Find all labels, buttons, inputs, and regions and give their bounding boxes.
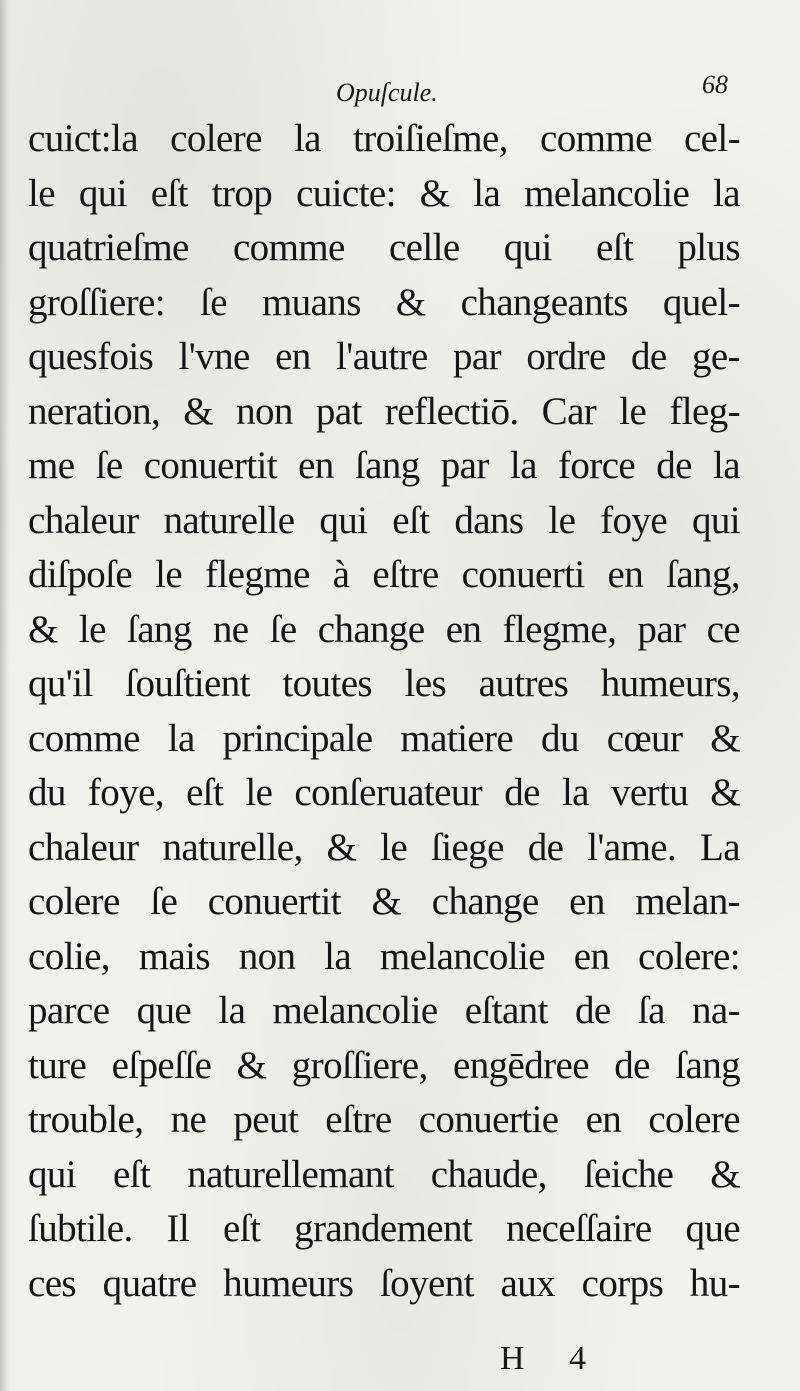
text-line: ſubtile. Il eſt grandement neceſſaire que (28, 1207, 740, 1250)
running-head: Opuſcule. (336, 78, 438, 107)
text-line: ces quatre humeurs ſoyent aux corps hu- (28, 1261, 740, 1305)
page-header (0, 64, 800, 108)
body-text (28, 112, 740, 1311)
page-gutter-shadow (0, 0, 10, 1391)
text-line: ture eſpeſſe & groſſiere, engēdree de ſang (28, 1043, 740, 1087)
signature-mark: H 4 (500, 1340, 605, 1377)
text-line: chaleur naturelle qui eſt dans le foye qui (28, 498, 740, 542)
page-footer (0, 1340, 800, 1384)
text-line: trouble, ne peut eſtre conuertie en colere (28, 1098, 740, 1141)
text-line: quesfois l'vne en l'autre par ordre de ge- (28, 335, 740, 378)
text-line: me ſe conuertit en ſang par la force de la (28, 444, 740, 487)
text-line: neration, & non pat reflectiō. Car le fleg- (28, 389, 740, 433)
text-line: comme la principale matiere du cœur & (28, 716, 740, 760)
text-line: diſpoſe le flegme à eſtre conuerti en ſang, (28, 553, 740, 596)
text-line: qu'il ſouſtient toutes les autres humeurs, (28, 662, 740, 705)
text-line: & le ſang ne ſe change en flegme, par ce (28, 607, 740, 651)
text-line: parce que la melancolie eſtant de ſa na- (28, 989, 740, 1032)
text-line: colere ſe conuertit & change en melan- (28, 880, 740, 923)
text-line: quatrieſme comme celle qui eſt plus (28, 226, 740, 269)
text-line: colie, mais non la melancolie en colere: (28, 934, 740, 978)
page-number: 68 (702, 70, 728, 99)
text-line: chaleur naturelle, & le ſiege de l'ame. La (28, 825, 740, 869)
text-line: qui eſt naturellemant chaude, ſeiche & (28, 1152, 740, 1196)
text-line: cuict:la colere la troiſieſme, comme cel- (28, 117, 740, 160)
text-line: du foye, eſt le conſeruateur de la vertu & (28, 771, 740, 814)
text-line: le qui eſt trop cuicte: & la melancolie la (28, 171, 740, 215)
text-line: groſſiere: ſe muans & changeants quel- (28, 280, 740, 324)
